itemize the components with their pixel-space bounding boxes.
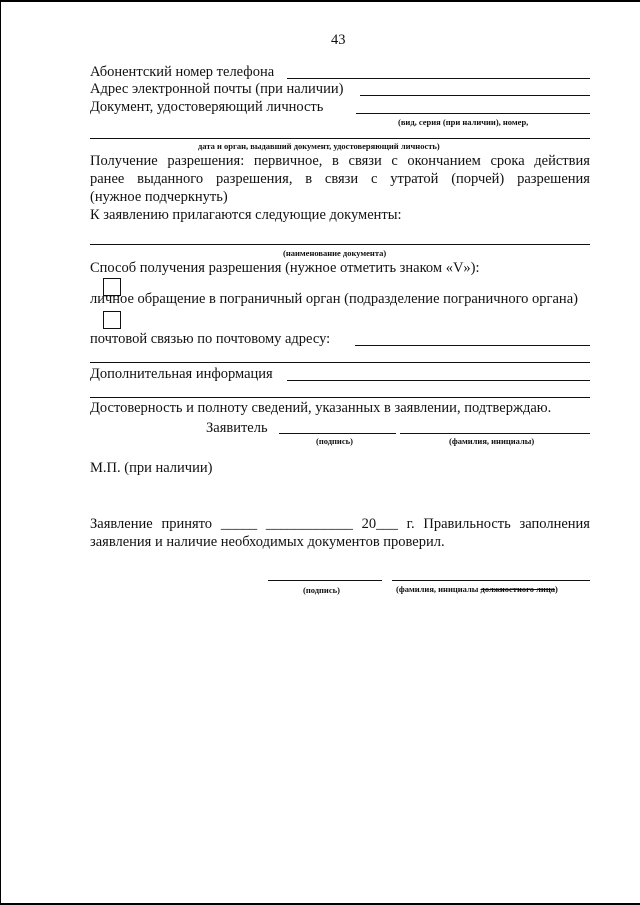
email-field-line[interactable] [360, 95, 590, 96]
in-person-option-label: личное обращение в пограничный орган (подразделение пограничного органа) [90, 291, 578, 307]
page-border-left [0, 0, 1, 905]
mail-address-line[interactable] [355, 345, 590, 346]
attachments-caption: (наименование документа) [283, 248, 387, 258]
official-signature-line[interactable] [268, 580, 382, 581]
acceptance-line-2: заявления и наличие необходимых документов проверил. [90, 534, 445, 550]
attachments-label: К заявлению прилагаются следующие документы: [90, 207, 402, 223]
acceptance-line-1: Заявление принято _____ ____________ 20___ г. Правильность заполнения [90, 516, 590, 532]
applicant-name-line[interactable] [400, 433, 590, 434]
id-document-caption: (вид, серия (при наличии), номер, [398, 117, 529, 127]
additional-info-label: Дополнительная информация [90, 366, 273, 382]
receipt-method-label: Способ получения разрешения (нужное отметить знаком «V»): [90, 260, 480, 276]
additional-info-line-2[interactable] [90, 397, 590, 398]
email-label: Адрес электронной почты (при наличии) [90, 81, 344, 97]
id-document-label: Документ, удостоверяющий личность [90, 99, 324, 115]
phone-label: Абонентский номер телефона [90, 64, 275, 80]
official-name-caption: (фамилия, инициалы должностного лица) [396, 584, 558, 594]
applicant-label: Заявитель [206, 420, 268, 436]
page-number: 43 [331, 32, 346, 48]
applicant-signature-caption: (подпись) [316, 436, 353, 446]
phone-field-line[interactable] [287, 78, 590, 79]
seal-note: М.П. (при наличии) [90, 460, 213, 476]
official-name-line[interactable] [392, 580, 590, 581]
permit-request-line-1: Получение разрешения: первичное, в связи с окончанием срока действия [90, 153, 590, 169]
permit-request-hint: (нужное подчеркнуть) [90, 189, 228, 205]
applicant-signature-line[interactable] [279, 433, 396, 434]
permit-request-line-2: ранее выданного разрешения, в связи с утратой (порчей) разрешения [90, 171, 590, 187]
confirmation-text: Достоверность и полноту сведений, указанных в заявлении, подтверждаю. [90, 400, 552, 416]
additional-info-line[interactable] [287, 380, 590, 381]
mail-address-line-2[interactable] [90, 362, 590, 363]
id-document-field-line-2[interactable] [90, 138, 590, 139]
page-border-top [0, 0, 640, 2]
attachments-field-line[interactable] [90, 244, 590, 245]
mail-option-label: почтовой связью по почтовому адресу: [90, 331, 331, 347]
id-document-field-line[interactable] [356, 113, 590, 114]
official-signature-caption: (подпись) [303, 585, 340, 595]
applicant-name-caption: (фамилия, инициалы) [449, 436, 535, 446]
id-issuer-caption: дата и орган, выдавший документ, удостоверяющий личность) [198, 141, 440, 151]
mail-checkbox[interactable] [103, 311, 121, 329]
